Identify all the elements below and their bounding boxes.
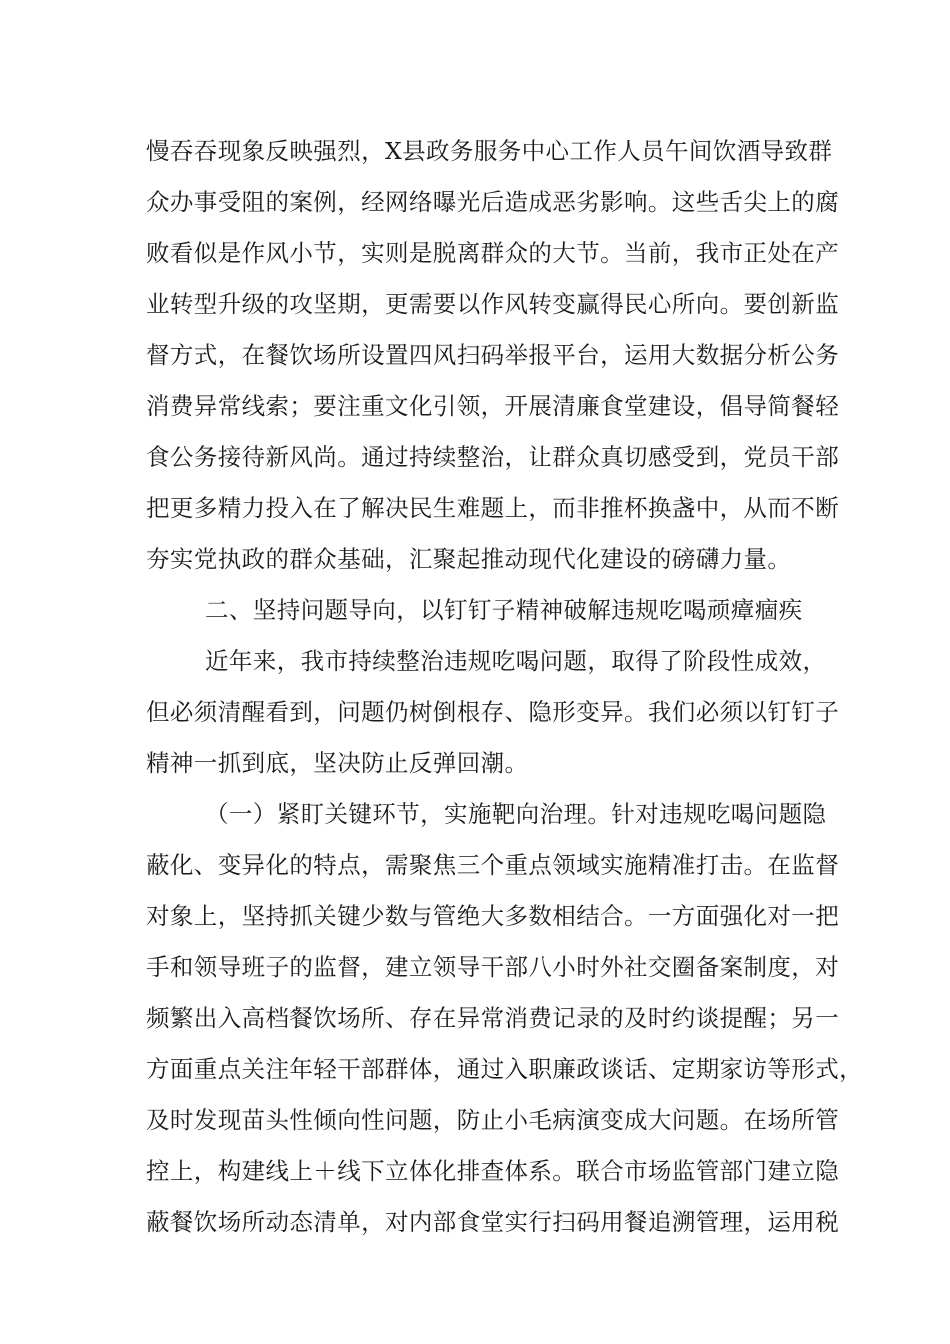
section-heading: 二、坚持问题导向，以钉钉子精神破解违规吃喝顽瘴痼疾 [205,596,803,624]
text-line: 消费异常线索；要注重文化引领，开展清廉食堂建设，倡导简餐轻 [146,392,840,420]
text-line: 业转型升级的攻坚期，更需要以作风转变赢得民心所向。要创新监 [146,290,840,318]
text-line: 督方式，在餐饮场所设置四风扫码举报平台，运用大数据分析公务 [146,341,840,369]
text-line: 把更多精力投入在了解决民生难题上，而非推杯换盏中，从而不断 [146,494,840,522]
text-line: 众办事受阻的案例，经网络曝光后造成恶劣影响。这些舌尖上的腐 [146,188,840,216]
text-line: 对象上，坚持抓关键少数与管绝大多数相结合。一方面强化对一把 [146,902,840,930]
text-line: 蔽化、变异化的特点，需聚焦三个重点领域实施精准打击。在监督 [146,851,840,879]
text-line: 控上，构建线上＋线下立体化排查体系。联合市场监管部门建立隐 [146,1157,840,1185]
text-line: 慢吞吞现象反映强烈，X县政务服务中心工作人员午间饮酒导致群 [146,137,833,165]
text-line: 精神一抓到底，坚决防止反弹回潮。 [146,749,529,777]
text-line: 频繁出入高档餐饮场所、存在异常消费记录的及时约谈提醒；另一 [146,1004,840,1032]
text-line: 蔽餐饮场所动态清单，对内部食堂实行扫码用餐追溯管理，运用税 [146,1208,840,1236]
text-line: 及时发现苗头性倾向性问题，防止小毛病演变成大问题。在场所管 [146,1106,840,1134]
text-line: 但必须清醒看到，问题仍树倒根存、隐形变异。我们必须以钉钉子 [146,698,840,726]
text-line: 手和领导班子的监督，建立领导干部八小时外社交圈备案制度，对 [146,953,840,981]
paragraph-first-line: （一）紧盯关键环节，实施靶向治理。针对违规吃喝问题隐 [205,800,827,828]
paragraph-first-line: 近年来，我市持续整治违规吃喝问题，取得了阶段性成效， [205,647,827,675]
text-line: 方面重点关注年轻干部群体，通过入职廉政谈话、定期家访等形式， [146,1055,863,1083]
text-line: 食公务接待新风尚。通过持续整治，让群众真切感受到，党员干部 [146,443,840,471]
text-line: 夯实党执政的群众基础，汇聚起推动现代化建设的磅礴力量。 [146,545,792,573]
text-line: 败看似是作风小节，实则是脱离群众的大节。当前，我市正处在产 [146,239,840,267]
